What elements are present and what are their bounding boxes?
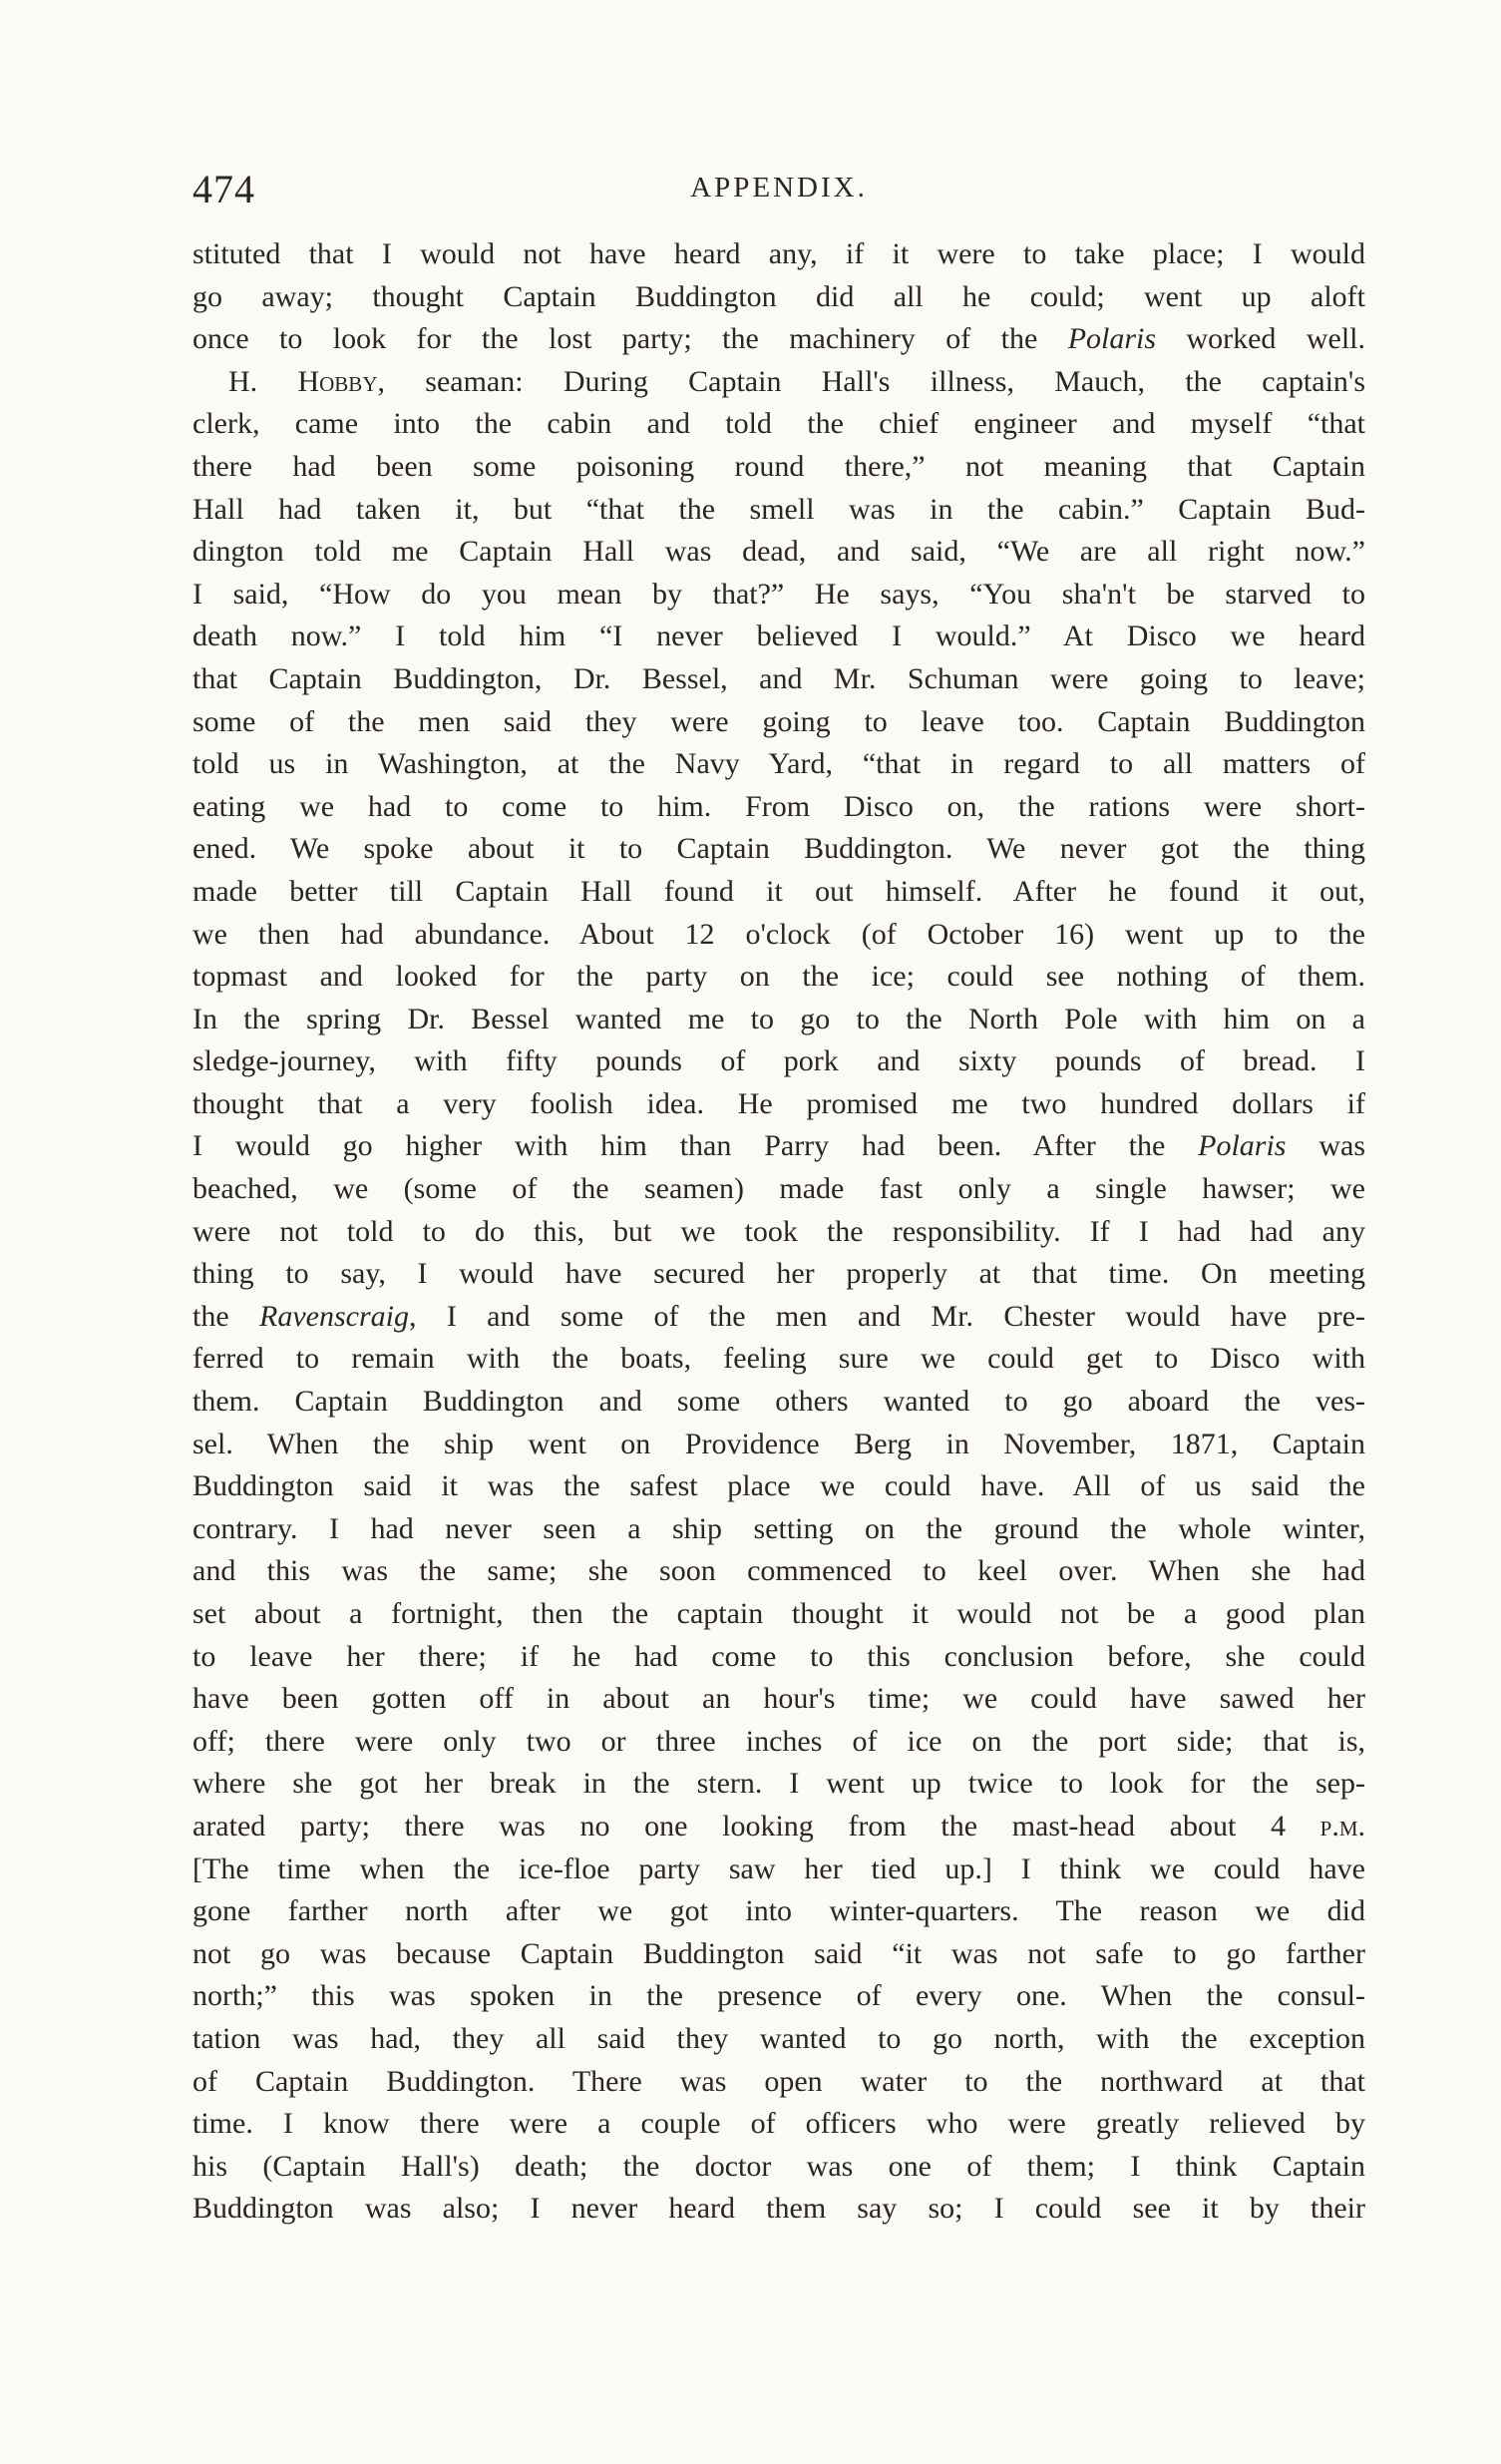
line-text: the: [192, 1299, 260, 1333]
text-line: [192, 403, 1365, 446]
text-line: [192, 1338, 1365, 1381]
line-text: death now.” I told him “I never believed I would.” At Disco we heard: [192, 619, 1365, 653]
text-line: [192, 489, 1365, 532]
text-line: [192, 2146, 1365, 2189]
line-text: north;” this was spoken in the presence of every one. When the consul-: [192, 1979, 1365, 2013]
line-text: contrary. I had never seen a ship setting on the ground the whole winter,: [192, 1511, 1365, 1545]
text-line: [192, 701, 1365, 744]
line-text: of Captain Buddington. There was open water to the northward at that: [192, 2064, 1365, 2098]
line-text: , seaman: During Captain Hall's illness, Mauch, the captain's: [377, 364, 1365, 398]
line-text: arated party; there was no one looking from the mast-head about 4: [192, 1809, 1320, 1843]
body-text: [192, 233, 1365, 2231]
text-line: [192, 1125, 1365, 1168]
text-line: [192, 2188, 1365, 2231]
line-text: thing to say, I would have secured her properly at that time. On meeting: [192, 1257, 1365, 1291]
text-line: [192, 871, 1365, 914]
line-text: have been gotten off in about an hour's time; we could have sawed her: [192, 1682, 1365, 1716]
line-text: there had been some poisoning round there,” not meaning that Captain: [192, 449, 1365, 483]
text-line: [192, 1424, 1365, 1466]
running-head: APPENDIX.: [690, 172, 868, 204]
line-lead: H.: [228, 364, 298, 398]
text-line: [192, 1636, 1365, 1679]
text-line: [192, 1933, 1365, 1976]
line-text: beached, we (some of the seamen) made fast only a single hawser; we: [192, 1172, 1365, 1206]
text-line: [192, 743, 1365, 786]
ship-name: Ravenscraig: [259, 1299, 409, 1333]
text-line: [192, 361, 1365, 404]
line-text: made better till Captain Hall found it out himself. After he found it out,: [192, 874, 1365, 908]
line-text: and this was the same; she soon commenced to keel over. When she had: [192, 1554, 1365, 1588]
line-text: In the spring Dr. Bessel wanted me to go to the North Pole with him on a: [192, 1002, 1365, 1035]
line-text: Buddington was also; I never heard them say so; I could see it by their: [192, 2192, 1365, 2226]
text-line: [192, 1040, 1365, 1083]
line-text: clerk, came into the cabin and told the chief engineer and myself “that: [192, 407, 1365, 441]
line-text: we then had abundance. About 12 o'clock (of October 16) went up to the: [192, 917, 1365, 951]
line-text: ferred to remain with the boats, feeling sure we could get to Disco with: [192, 1342, 1365, 1376]
text-line: [192, 828, 1365, 871]
ship-name: Polaris: [1198, 1129, 1287, 1163]
line-text: where she got her break in the stern. I went up twice to look for the sep-: [192, 1767, 1365, 1801]
text-line: [192, 1296, 1365, 1339]
text-line: [192, 1253, 1365, 1296]
line-text: eating we had to come to him. From Disco on, the rations were short-: [192, 789, 1365, 823]
text-line: [192, 956, 1365, 999]
line-text-after: , I and some of the men and Mr. Chester would have pre-: [408, 1299, 1365, 1333]
text-line: [192, 1975, 1365, 2018]
line-text: sel. When the ship went on Providence Berg in November, 1871, Captain: [192, 1427, 1365, 1460]
line-text: go away; thought Captain Buddington did all he could; went up aloft: [192, 279, 1365, 313]
line-text: thought that a very foolish idea. He promised me two hundred dollars if: [192, 1086, 1365, 1120]
text-line: [192, 1211, 1365, 1254]
line-text-after: worked well.: [1156, 322, 1365, 356]
line-text: to leave her there; if he had come to this conclusion before, she could: [192, 1639, 1365, 1673]
text-line: [192, 1890, 1365, 1933]
line-text: dington told me Captain Hall was dead, and said, “We are all right now.”: [192, 535, 1365, 569]
text-line: [192, 1465, 1365, 1508]
text-line: [192, 1848, 1365, 1891]
line-text: told us in Washington, at the Navy Yard, “that in regard to all matters of: [192, 747, 1365, 781]
line-text: ened. We spoke about it to Captain Buddington. We never got the thing: [192, 832, 1365, 866]
line-text: were not told to do this, but we took the responsibility. If I had had any: [192, 1214, 1365, 1248]
text-line: [192, 2061, 1365, 2104]
text-line: [192, 914, 1365, 957]
line-text: Hall had taken it, but “that the smell was in the cabin.” Captain Bud-: [192, 492, 1365, 526]
text-line: [192, 1678, 1365, 1721]
text-line: [192, 1806, 1365, 1848]
line-text: I said, “How do you mean by that?” He says, “You sha'n't be starved to: [192, 577, 1365, 611]
text-line: [192, 276, 1365, 319]
line-text: not go was because Captain Buddington said “it was not safe to go farther: [192, 1936, 1365, 1970]
line-text: that Captain Buddington, Dr. Bessel, and Mr. Schuman were going to leave;: [192, 661, 1365, 695]
line-text: topmast and looked for the party on the ice; could see nothing of them.: [192, 960, 1365, 994]
line-text: sledge-journey, with fifty pounds of pork and sixty pounds of bread. I: [192, 1044, 1365, 1078]
line-text: once to look for the lost party; the machinery of the: [192, 322, 1068, 356]
line-text: stituted that I would not have heard any, if it were to take place; I would: [192, 237, 1365, 270]
page-header: [192, 166, 1365, 215]
text-line: [192, 1508, 1365, 1551]
text-line: [192, 658, 1365, 701]
text-line: [192, 786, 1365, 829]
text-line: [192, 1083, 1365, 1126]
text-line: [192, 318, 1365, 361]
text-line: [192, 2018, 1365, 2061]
line-text: Buddington said it was the safest place we could have. All of us said the: [192, 1469, 1365, 1503]
line-text: tation was had, they all said they wanted to go north, with the exception: [192, 2021, 1365, 2055]
line-text: gone farther north after we got into winter-quarters. The reason we did: [192, 1894, 1365, 1928]
text-line: [192, 531, 1365, 574]
line-text: his (Captain Hall's) death; the doctor was one of them; I think Captain: [192, 2149, 1365, 2183]
line-text: I would go higher with him than Parry had been. After the: [192, 1129, 1199, 1163]
ship-name: Polaris: [1067, 322, 1157, 356]
line-text: time. I know there were a couple of officers who were greatly relieved by: [192, 2107, 1365, 2141]
line-text: them. Captain Buddington and some others wanted to go aboard the ves-: [192, 1385, 1365, 1419]
speaker-name: Hobby: [297, 364, 378, 398]
text-line: [192, 1381, 1365, 1424]
line-text: set about a fortnight, then the captain thought it would not be a good plan: [192, 1597, 1365, 1630]
text-line: [192, 2103, 1365, 2146]
text-line: [192, 1550, 1365, 1593]
text-line: [192, 999, 1365, 1041]
page-number: 474: [192, 167, 255, 211]
line-text: some of the men said they were going to leave too. Captain Buddington: [192, 704, 1365, 738]
line-text: [The time when the ice-floe party saw her tied up.] I think we could have: [192, 1851, 1365, 1885]
text-line: [192, 446, 1365, 489]
text-line: [192, 1763, 1365, 1806]
text-line: [192, 1168, 1365, 1211]
text-line: [192, 616, 1365, 658]
text-line: [192, 1721, 1365, 1764]
text-line: [192, 1593, 1365, 1636]
line-text-after: was: [1286, 1129, 1365, 1163]
time-marker: p.m.: [1319, 1809, 1365, 1843]
text-line: [192, 233, 1365, 276]
text-line: [192, 574, 1365, 616]
line-text: off; there were only two or three inches of ice on the port side; that is,: [192, 1724, 1365, 1758]
